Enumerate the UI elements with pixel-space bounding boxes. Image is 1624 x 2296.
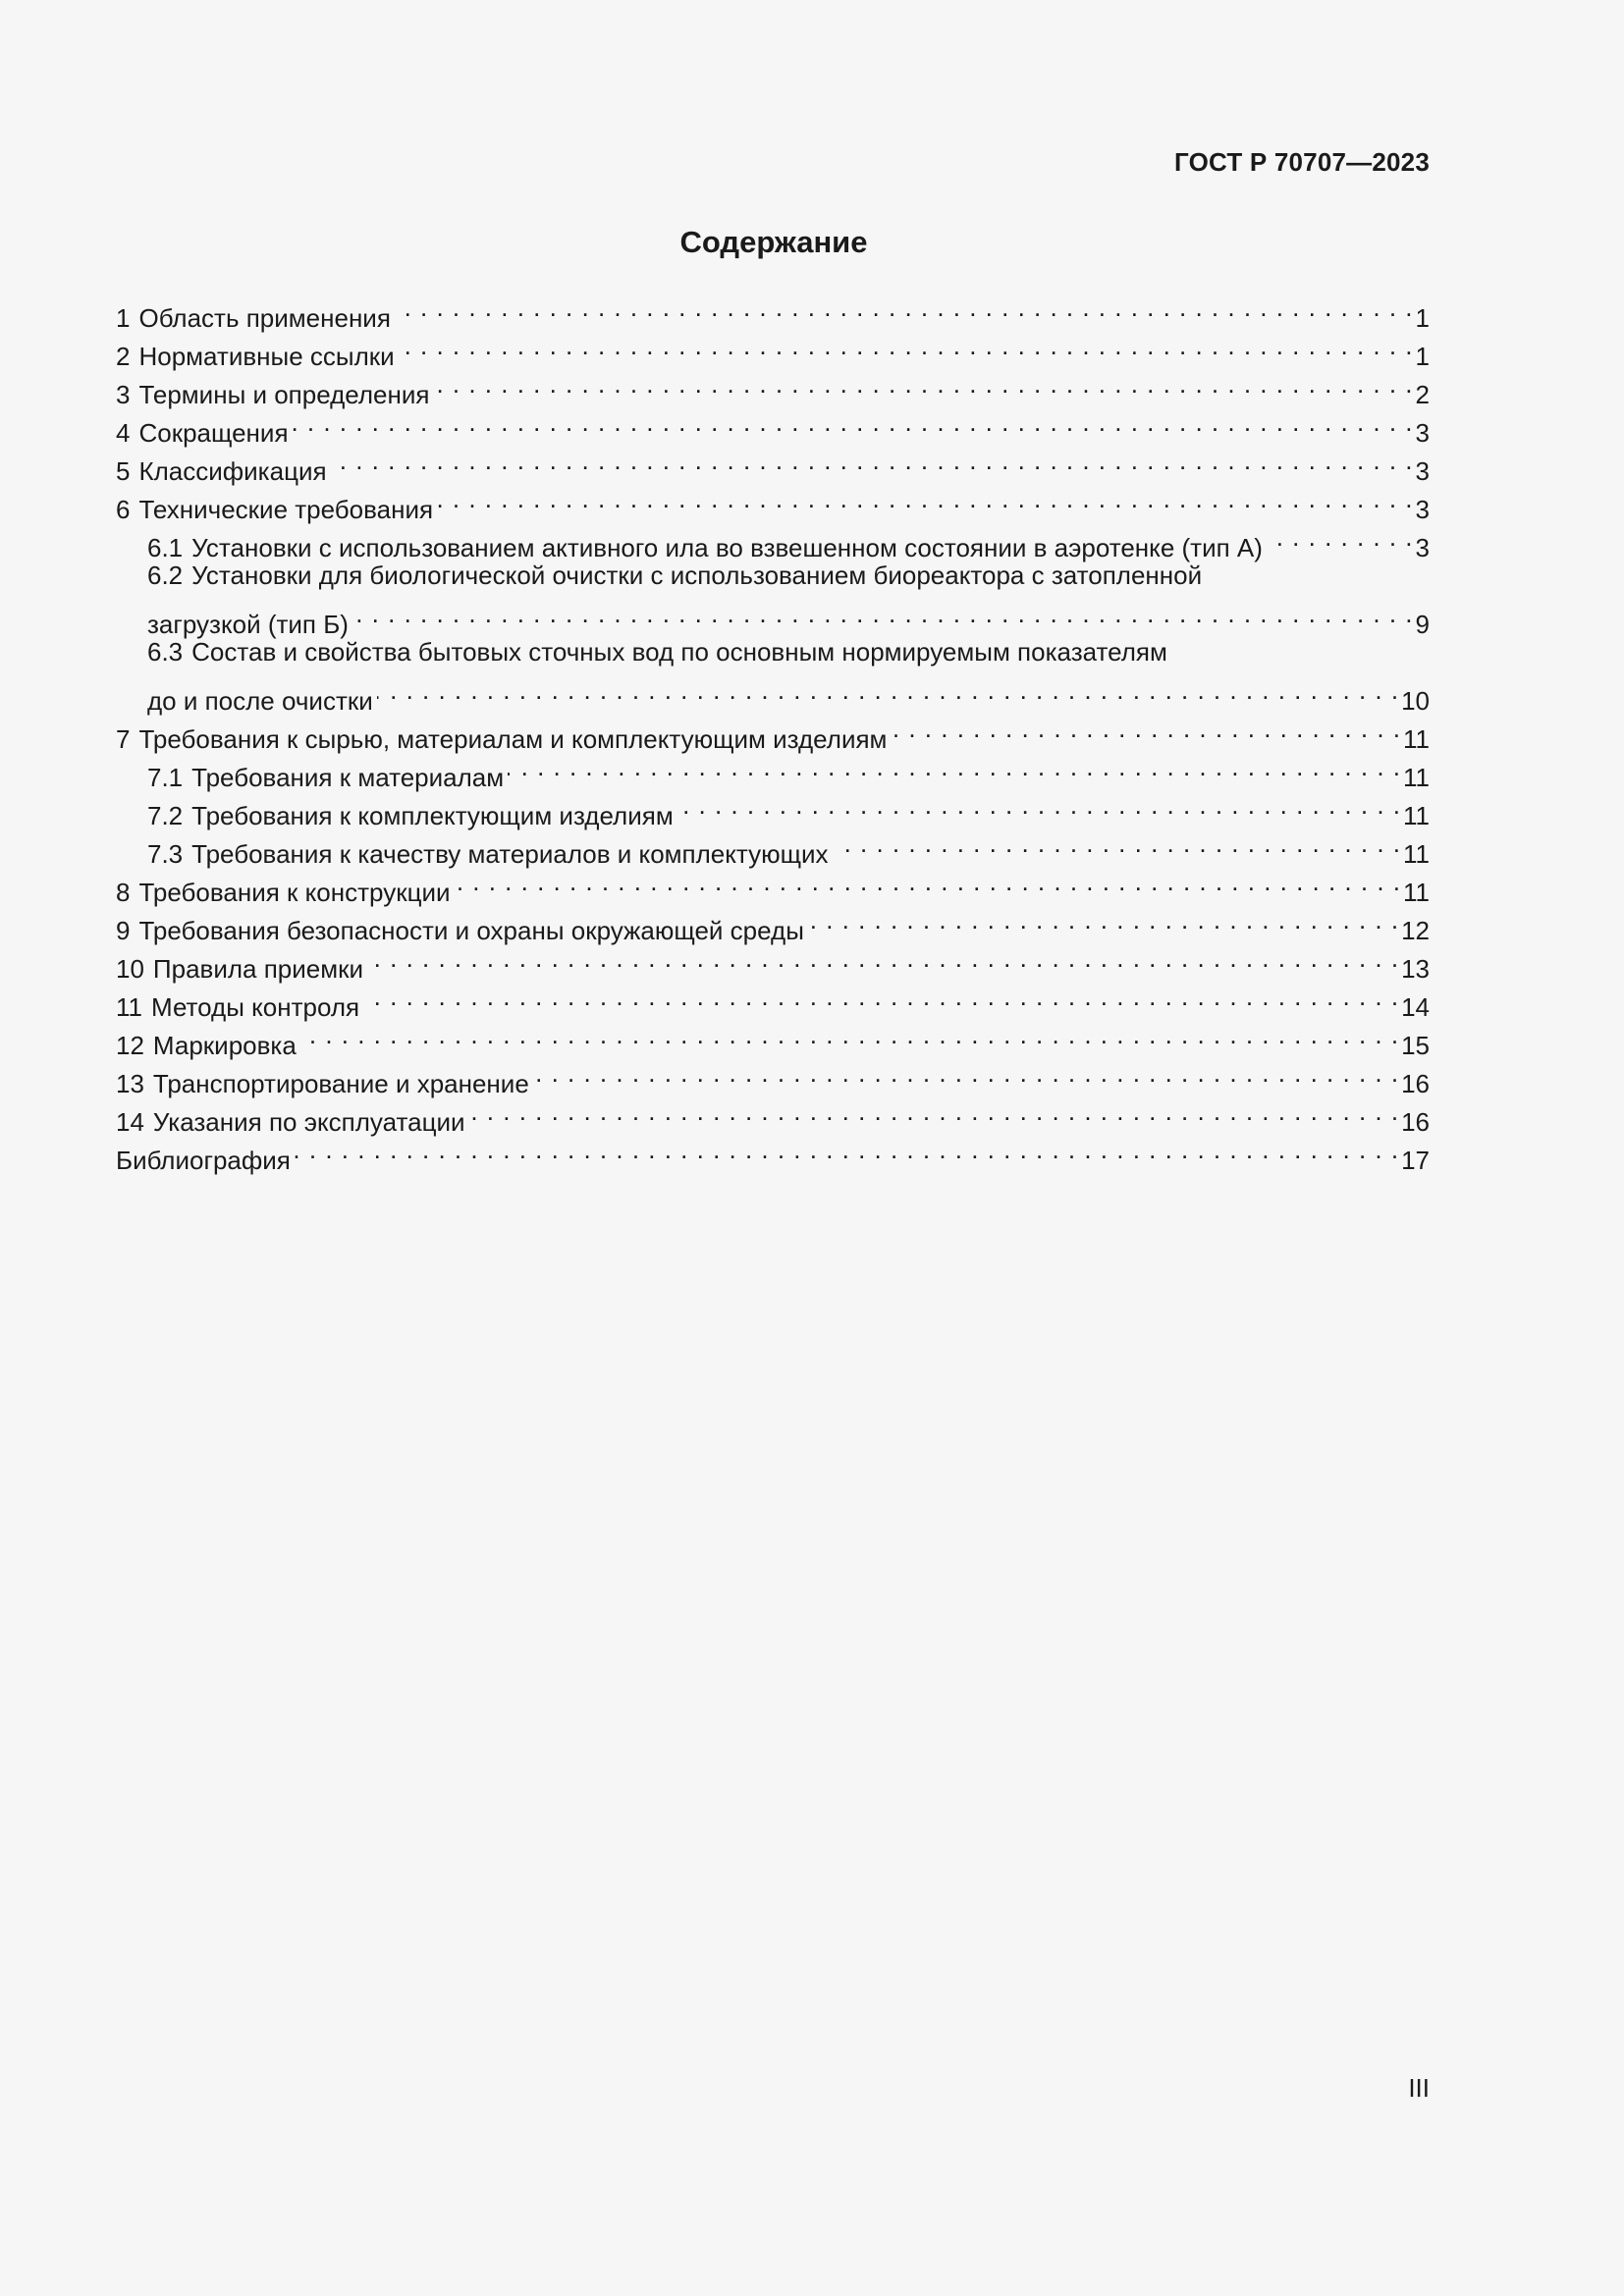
toc-entry-text: Термины и определения	[138, 380, 430, 409]
toc-entry-text: Требования к качеству материалов и комплектующих	[191, 839, 829, 869]
toc-entry-number: 5	[116, 456, 131, 486]
toc-entry-text: Установки с использованием активного ила во взвешенном состоянии в аэротенке (тип А)	[191, 533, 1263, 562]
toc-leader-dots	[433, 365, 1413, 403]
toc-entry-13[interactable]	[116, 1054, 1430, 1098]
toc-leader-dots	[300, 1016, 1399, 1054]
toc-entry-page: 11	[1403, 724, 1430, 754]
toc-leader-dots	[395, 289, 1414, 327]
toc-entry-page: 3	[1415, 456, 1430, 486]
toc-entry-number: 9	[116, 916, 131, 945]
toc-entry-text: Требования к комплектующим изделиям	[191, 801, 674, 830]
toc-leader-dots	[455, 863, 1401, 901]
toc-entry-number: 6.3	[147, 637, 184, 667]
toc-entry-page: 1	[1415, 342, 1430, 371]
toc-entry-page: 3	[1415, 495, 1430, 524]
toc-entry-text: Область применения	[138, 303, 391, 333]
toc-entry-number: 7.2	[147, 801, 184, 830]
toc-entry-number: 7	[116, 724, 131, 754]
toc-title: Содержание	[679, 225, 868, 259]
toc-entry-6-3-continued[interactable]	[116, 671, 1430, 716]
toc-entry-page: 3	[1415, 533, 1430, 562]
toc-entry-5[interactable]	[116, 442, 1430, 486]
toc-leader-dots	[891, 710, 1401, 748]
toc-entry-page: 11	[1403, 801, 1430, 830]
toc-entry-number: 3	[116, 380, 131, 409]
toc-leader-dots	[295, 1131, 1399, 1169]
toc-entry-text: Сокращения	[138, 418, 289, 448]
toc-entry-page: 9	[1415, 610, 1430, 639]
toc-entry-number: 7.1	[147, 763, 184, 792]
toc-leader-dots	[437, 480, 1413, 518]
toc-leader-dots	[469, 1093, 1400, 1131]
toc-entry-6-2-continued[interactable]	[116, 595, 1430, 639]
toc-entry-page: 10	[1401, 686, 1430, 716]
toc-entry-number: 8	[116, 878, 131, 907]
toc-entry-page: 11	[1403, 839, 1430, 869]
toc-leader-dots	[533, 1054, 1399, 1093]
toc-entry-text: Требования к конструкции	[138, 878, 451, 907]
toc-entry-number: 1	[116, 303, 131, 333]
toc-entry-number: 10	[116, 954, 144, 984]
toc-leader-dots	[293, 403, 1414, 442]
toc-entry-text: Требования к сырью, материалам и комплектующим изделиям	[138, 724, 888, 754]
page-number: III	[1408, 2073, 1430, 2103]
toc-entry-number: 2	[116, 342, 131, 371]
toc-entry-text: Маркировка	[152, 1031, 297, 1060]
toc-entry-page: 2	[1415, 380, 1430, 409]
toc-entry-text-continued: до и после очистки	[147, 686, 373, 716]
toc-entry-4[interactable]	[116, 403, 1430, 448]
toc-leader-dots	[833, 825, 1401, 863]
toc-entry-page: 12	[1401, 916, 1430, 945]
toc-entry-text: Установки для биологической очистки с использованием биореактора с затопленной	[191, 561, 1203, 590]
toc-entry-text: Требования к материалам	[191, 763, 505, 792]
toc-entry-number: 6	[116, 495, 131, 524]
toc-entry-page: 1	[1415, 303, 1430, 333]
table-of-contents	[116, 289, 1430, 1175]
toc-leader-dots	[508, 748, 1401, 786]
toc-leader-dots	[331, 442, 1414, 480]
toc-entry-text: Указания по эксплуатации	[152, 1107, 465, 1137]
toc-entry-text: Правила приемки	[152, 954, 364, 984]
toc-entry-1[interactable]	[116, 289, 1430, 333]
toc-entry-page: 15	[1401, 1031, 1430, 1060]
toc-entry-number: 14	[116, 1107, 144, 1137]
toc-entry-number: 7.3	[147, 839, 184, 869]
toc-leader-dots	[808, 901, 1399, 939]
toc-entry-page: 11	[1403, 878, 1430, 907]
toc-entry-page: 3	[1415, 418, 1430, 448]
toc-entry-page: 16	[1401, 1069, 1430, 1098]
toc-entry-text: Библиография	[116, 1146, 291, 1175]
toc-entry-text: Нормативные ссылки	[138, 342, 395, 371]
toc-leader-dots	[377, 671, 1399, 710]
toc-entry-text: Методы контроля	[151, 992, 360, 1022]
toc-entry-6-3[interactable]	[116, 633, 1430, 671]
toc-entry-number: 6.1	[147, 533, 184, 562]
toc-entry-text: Классификация	[138, 456, 327, 486]
toc-leader-dots	[1267, 518, 1414, 557]
toc-entry-number: 13	[116, 1069, 144, 1098]
toc-entry-bibliography[interactable]	[116, 1131, 1430, 1175]
toc-entry-number: 11	[116, 992, 142, 1022]
toc-entry-text: Требования безопасности и охраны окружающей среды	[138, 916, 804, 945]
toc-entry-page: 16	[1401, 1107, 1430, 1137]
toc-leader-dots	[677, 786, 1401, 825]
toc-entry-page: 13	[1401, 954, 1430, 984]
toc-leader-dots	[399, 327, 1414, 365]
toc-leader-dots	[367, 939, 1399, 978]
toc-entry-number: 12	[116, 1031, 144, 1060]
toc-entry-text: Состав и свойства бытовых сточных вод по основным нормируемым показателям	[191, 637, 1167, 667]
toc-entry-number: 4	[116, 418, 131, 448]
toc-entry-page: 11	[1403, 763, 1430, 792]
toc-leader-dots	[363, 978, 1399, 1016]
toc-entry-text: Технические требования	[138, 495, 434, 524]
toc-entry-text: Транспортирование и хранение	[152, 1069, 529, 1098]
toc-leader-dots	[352, 595, 1414, 633]
toc-entry-page: 17	[1401, 1146, 1430, 1175]
toc-entry-text-continued: загрузкой (тип Б)	[147, 610, 349, 639]
toc-entry-page: 14	[1401, 992, 1430, 1022]
document-code: ГОСТ Р 70707—2023	[1174, 147, 1430, 177]
toc-entry-12[interactable]	[116, 1016, 1430, 1060]
toc-entry-number: 6.2	[147, 561, 184, 590]
